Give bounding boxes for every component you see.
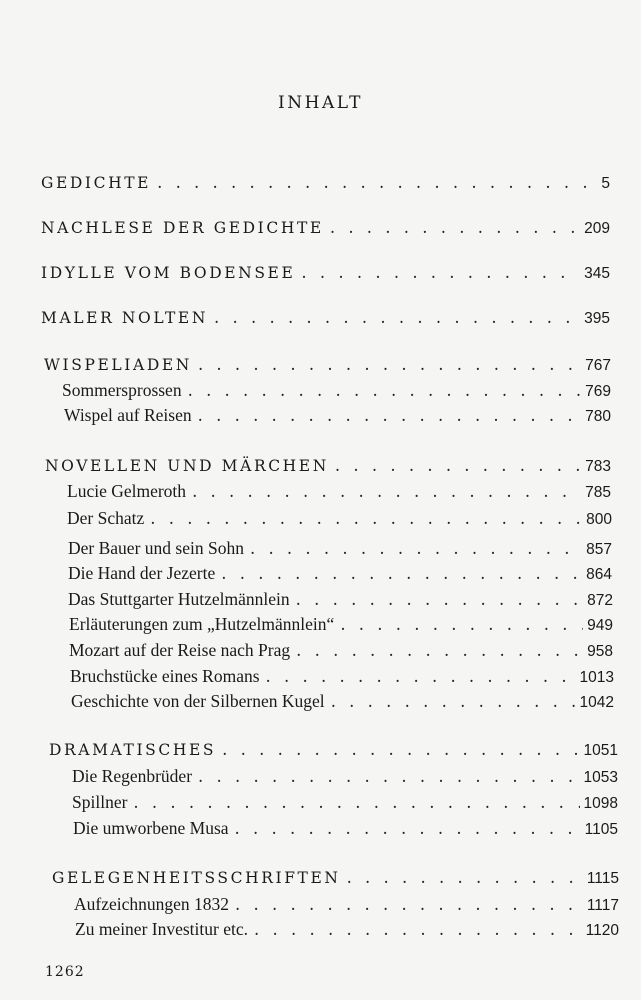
entry-title: Das Stuttgarter Hutzelmännlein	[68, 589, 290, 609]
toc-subentry	[72, 766, 618, 790]
entry-page-number: 800	[586, 511, 612, 528]
entry-title: GEDICHTE	[41, 174, 152, 192]
toc-subentry	[70, 666, 614, 690]
dot-leader	[198, 406, 582, 425]
toc-subentry	[67, 481, 611, 505]
dot-leader	[198, 355, 581, 374]
dot-leader	[188, 381, 582, 400]
toc-subentry	[75, 919, 619, 943]
dot-leader	[235, 819, 581, 838]
toc-subentry	[62, 380, 611, 404]
toc-subentry	[68, 538, 612, 562]
entry-title: Spillner	[72, 792, 128, 812]
toc-section-entry	[41, 308, 610, 332]
toc-subentry	[72, 792, 618, 816]
entry-page-number: 769	[585, 383, 611, 400]
toc-subentry	[73, 818, 618, 842]
toc-subentry	[69, 614, 613, 638]
toc-subentry	[71, 691, 614, 715]
dot-leader	[157, 173, 597, 192]
toc-subentry	[68, 563, 612, 587]
entry-title: Die umworbene Musa	[73, 818, 229, 838]
toc-section-entry	[41, 218, 610, 242]
page-number: 1262	[45, 964, 85, 980]
dot-leader	[235, 895, 583, 914]
entry-title: Geschichte von der Silbernen Kugel	[71, 691, 325, 711]
entry-page-number: 1120	[585, 922, 619, 939]
entry-title: IDYLLE VOM BODENSEE	[41, 264, 296, 282]
entry-page-number: 857	[586, 541, 612, 558]
dot-leader	[198, 767, 579, 786]
entry-title: Zu meiner Investitur etc.	[75, 919, 248, 939]
dot-leader	[296, 590, 584, 609]
entry-page-number: 1098	[583, 795, 618, 812]
dot-leader	[150, 509, 582, 528]
dot-leader	[301, 263, 580, 282]
entry-title: NOVELLEN UND MÄRCHEN	[45, 457, 329, 475]
entry-title: Wispel auf Reisen	[64, 405, 192, 425]
toc-section-entry	[44, 355, 611, 379]
entry-page-number: 1051	[583, 742, 618, 759]
entry-page-number: 1117	[586, 897, 619, 914]
entry-page-number: 1042	[579, 694, 614, 711]
entry-page-number: 767	[585, 357, 611, 374]
entry-page-number: 1105	[584, 821, 618, 838]
toc-section-entry	[52, 868, 619, 892]
dot-leader	[347, 868, 583, 887]
toc-subentry	[64, 405, 611, 429]
toc-subentry	[69, 640, 613, 664]
dot-leader	[330, 218, 580, 237]
entry-title: Der Schatz	[67, 508, 145, 528]
entry-page-number: 864	[586, 566, 612, 583]
entry-title: Die Hand der Jezerte	[68, 563, 216, 583]
entry-title: Aufzeichnungen 1832	[74, 894, 230, 914]
entry-title: Sommersprossen	[62, 380, 182, 400]
dot-leader	[250, 539, 582, 558]
entry-page-number: 5	[601, 175, 610, 192]
entry-page-number: 209	[584, 220, 610, 237]
entry-title: MALER NOLTEN	[41, 309, 208, 327]
entry-title: Die Regenbrüder	[72, 766, 193, 786]
entry-title: NACHLESE DER GEDICHTE	[41, 219, 324, 237]
dot-leader	[331, 692, 576, 711]
toc-section-entry	[45, 456, 611, 480]
dot-leader	[222, 740, 579, 759]
entry-page-number: 785	[585, 484, 611, 501]
dot-leader	[335, 456, 581, 475]
dot-leader	[192, 482, 581, 501]
toc-section-entry	[41, 263, 610, 287]
toc-subentry	[68, 589, 613, 613]
dot-leader	[340, 615, 583, 634]
entry-title: Bruchstücke eines Romans	[70, 666, 260, 686]
entry-page-number: 783	[585, 458, 611, 475]
dot-leader	[254, 920, 582, 939]
dot-leader	[214, 308, 580, 327]
toc-subentry	[74, 894, 619, 918]
entry-page-number: 345	[584, 265, 610, 282]
entry-title: DRAMATISCHES	[49, 741, 217, 759]
entry-page-number: 949	[587, 617, 613, 634]
entry-page-number: 395	[584, 310, 610, 327]
page-title: INHALT	[278, 93, 363, 113]
entry-title: WISPELIADEN	[44, 356, 192, 374]
dot-leader	[266, 667, 576, 686]
toc-subentry	[67, 508, 612, 532]
toc-section-entry	[41, 173, 610, 197]
entry-page-number: 1115	[586, 870, 619, 887]
dot-leader	[133, 793, 579, 812]
entry-title: Lucie Gelmeroth	[67, 481, 187, 501]
entry-page-number: 1013	[579, 669, 614, 686]
entry-page-number: 780	[585, 408, 611, 425]
dot-leader	[296, 641, 583, 660]
entry-title: GELEGENHEITSSCHRIFTEN	[52, 869, 341, 887]
entry-title: Erläuterungen zum „Hutzelmännlein“	[69, 614, 335, 634]
entry-title: Der Bauer und sein Sohn	[68, 538, 244, 558]
toc-section-entry	[49, 740, 618, 764]
entry-page-number: 872	[587, 592, 613, 609]
dot-leader	[221, 564, 582, 583]
entry-title: Mozart auf der Reise nach Prag	[69, 640, 291, 660]
entry-page-number: 958	[587, 643, 613, 660]
entry-page-number: 1053	[583, 769, 618, 786]
